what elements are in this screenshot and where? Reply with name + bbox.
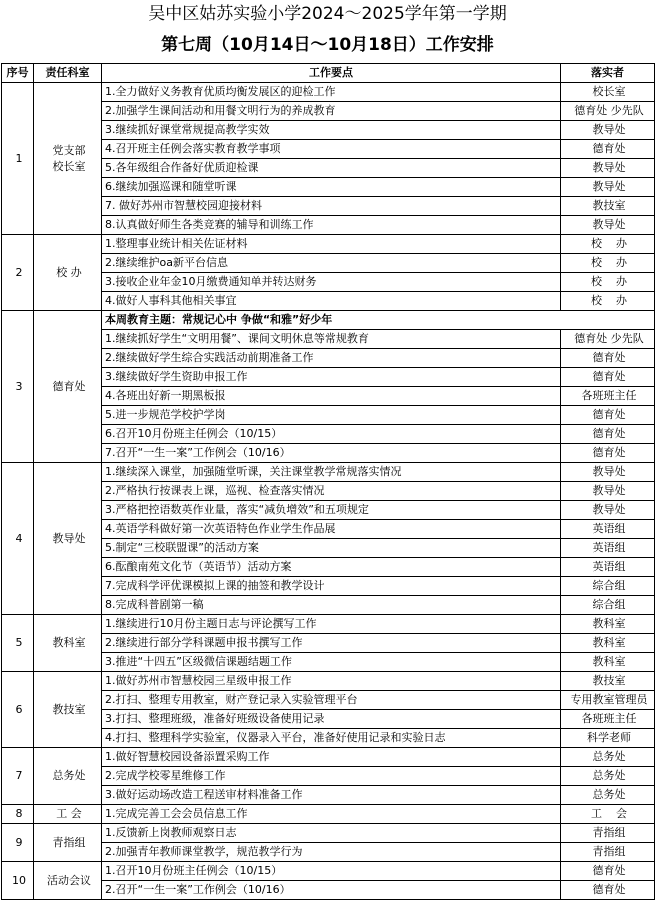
- section-number: 7: [2, 748, 34, 805]
- owner-cell: 科学老师: [561, 729, 655, 748]
- task-cell: 1.反馈新上岗教师观察日志: [102, 824, 561, 843]
- owner-cell: 教导处: [561, 121, 655, 140]
- owner-cell: 综合组: [561, 577, 655, 596]
- task-cell: 3.继续做好学生资助申报工作: [102, 368, 561, 387]
- task-cell: 7. 做好苏州市智慧校园迎接材料: [102, 197, 561, 216]
- owner-cell: 德育处: [561, 444, 655, 463]
- department-name: 党支部 校长室: [52, 143, 86, 173]
- owner-cell: 德育处: [561, 140, 655, 159]
- task-cell: 5.进一步规范学校护学岗: [102, 406, 561, 425]
- owner-cell: 德育处: [561, 881, 655, 900]
- table-row: [2, 805, 655, 824]
- owner-cell: 教技室: [561, 197, 655, 216]
- owner-cell: 英语组: [561, 520, 655, 539]
- owner-cell: 校 办: [561, 292, 655, 311]
- department-cell: [34, 83, 102, 235]
- owner-cell: 校 办: [561, 273, 655, 292]
- task-cell: 3.打扫、整理班级，准备好班级设备使用记录: [102, 710, 561, 729]
- task-cell: 2.加强青年教师课堂教学，规范教学行为: [102, 843, 561, 862]
- task-cell: 4.英语学科做好第一次英语特色作业学生作品展: [102, 520, 561, 539]
- section-number: 8: [2, 805, 34, 824]
- task-cell: 3.继续抓好课堂常规提高教学实效: [102, 121, 561, 140]
- theme-row: [2, 311, 655, 330]
- task-cell: 5.制定“三校联盟课”的活动方案: [102, 539, 561, 558]
- table-row: [2, 748, 655, 767]
- owner-cell: 校 办: [561, 235, 655, 254]
- task-cell: 2.严格执行按课表上课，巡视、检查落实情况: [102, 482, 561, 501]
- owner-cell: 青指组: [561, 843, 655, 862]
- owner-cell: 教导处: [561, 178, 655, 197]
- weekly-theme: 本周教育主题：常规记心中 争做“和雅”好少年: [102, 311, 655, 330]
- owner-cell: 德育处: [561, 406, 655, 425]
- owner-cell: 青指组: [561, 824, 655, 843]
- section-number: 4: [2, 463, 34, 615]
- section-number: 10: [2, 862, 34, 900]
- department-cell: [34, 615, 102, 672]
- task-cell: 3.做好运动场改造工程送审材料准备工作: [102, 786, 561, 805]
- task-cell: 1.做好苏州市智慧校园三星级申报工作: [102, 672, 561, 691]
- column-header-owner: 落实者: [561, 64, 655, 83]
- owner-cell: 教技室: [561, 672, 655, 691]
- owner-cell: 工 会: [561, 805, 655, 824]
- owner-cell: 教导处: [561, 216, 655, 235]
- task-cell: 1.做好智慧校园设备添置采购工作: [102, 748, 561, 767]
- owner-cell: 总务处: [561, 767, 655, 786]
- department-name: 工 会: [56, 807, 82, 820]
- header-row: [2, 64, 655, 83]
- task-cell: 7.召开“一生一案”工作例会（10/16）: [102, 444, 561, 463]
- task-cell: 4.打扫、整理科学实验室，仪器录入平台，准备好使用记录和实验日志: [102, 729, 561, 748]
- department-cell: [34, 672, 102, 748]
- section-number: 6: [2, 672, 34, 748]
- task-cell: 4.各班出好新一期黑板报: [102, 387, 561, 406]
- week-title: 第七周（10月14日～10月18日）工作安排: [161, 35, 494, 55]
- section-number: 2: [2, 235, 34, 311]
- owner-cell: 校长室: [561, 83, 655, 102]
- owner-cell: 各班班主任: [561, 387, 655, 406]
- department-name: 教导处: [52, 531, 86, 545]
- schedule-table: [1, 63, 655, 900]
- task-cell: 1.召开10月份班主任例会（10/15）: [102, 862, 561, 881]
- table-row: [2, 463, 655, 482]
- department-cell: [34, 235, 102, 311]
- owner-cell: 校 办: [561, 254, 655, 273]
- task-cell: 6.召开10月份班主任例会（10/15）: [102, 425, 561, 444]
- department-cell: [34, 862, 102, 900]
- section-number: 5: [2, 615, 34, 672]
- table-row: [2, 235, 655, 254]
- task-cell: 2.继续做好学生综合实践活动前期准备工作: [102, 349, 561, 368]
- task-cell: 1.完成完善工会会员信息工作: [102, 805, 561, 824]
- department-cell: [34, 805, 102, 824]
- section-number: 9: [2, 824, 34, 862]
- schedule-body: [2, 83, 655, 900]
- owner-cell: 德育处: [561, 425, 655, 444]
- owner-cell: 综合组: [561, 596, 655, 615]
- task-cell: 8.完成科普剧第一稿: [102, 596, 561, 615]
- task-cell: 2.继续维护oa新平台信息: [102, 254, 561, 273]
- section-number: 1: [2, 83, 34, 235]
- task-cell: 1.继续抓好学生“文明用餐”、课间文明休息等常规教育: [102, 330, 561, 349]
- department-cell: [34, 824, 102, 862]
- department-name: 教科室: [52, 636, 86, 649]
- department-cell: [34, 311, 102, 463]
- department-name: 教技室: [52, 702, 86, 716]
- task-cell: 2.继续进行部分学科课题申报书撰写工作: [102, 634, 561, 653]
- department-cell: [34, 463, 102, 615]
- task-cell: 1.继续深入课堂，加强随堂听课，关注课堂教学常规落实情况: [102, 463, 561, 482]
- owner-cell: 教科室: [561, 653, 655, 672]
- table-row: [2, 672, 655, 691]
- task-cell: 4.召开班主任例会落实教育教学事项: [102, 140, 561, 159]
- owner-cell: 专用教室管理员: [561, 691, 655, 710]
- owner-cell: 教科室: [561, 615, 655, 634]
- owner-cell: 总务处: [561, 748, 655, 767]
- task-cell: 5.各年级组合作备好优质迎检课: [102, 159, 561, 178]
- task-cell: 1.继续进行10月份主题日志与评论撰写工作: [102, 615, 561, 634]
- department-name: 活动会议: [47, 873, 91, 887]
- column-header-dept: 责任科室: [34, 64, 102, 83]
- task-cell: 2.完成学校零星维修工作: [102, 767, 561, 786]
- table-row: [2, 824, 655, 843]
- owner-cell: 英语组: [561, 558, 655, 577]
- owner-cell: 教导处: [561, 482, 655, 501]
- task-cell: 4.做好人事科其他相关事宜: [102, 292, 561, 311]
- table-row: [2, 615, 655, 634]
- owner-cell: 教导处: [561, 463, 655, 482]
- section-number: 3: [2, 311, 34, 463]
- owner-cell: 德育处: [561, 368, 655, 387]
- task-cell: 3.推进“十四五”区级微信课题结题工作: [102, 653, 561, 672]
- column-header-no: 序号: [2, 64, 34, 83]
- department-cell: [34, 748, 102, 805]
- department-name: 青指组: [52, 835, 86, 849]
- task-cell: 6.继续加强巡课和随堂听课: [102, 178, 561, 197]
- owner-cell: 德育处: [561, 349, 655, 368]
- task-cell: 1.全力做好义务教育优质均衡发展区的迎检工作: [102, 83, 561, 102]
- owner-cell: 英语组: [561, 539, 655, 558]
- task-cell: 2.召开“一生一案”工作例会（10/16）: [102, 881, 561, 900]
- task-cell: 7.完成科学评优课模拟上课的抽签和教学设计: [102, 577, 561, 596]
- column-header-task: 工作要点: [102, 64, 561, 83]
- task-cell: 2.加强学生课间活动和用餐文明行为的养成教育: [102, 102, 561, 121]
- task-cell: 1.整理事业统计相关佐证材料: [102, 235, 561, 254]
- department-name: 校 办: [56, 265, 82, 279]
- task-cell: 2.打扫、整理专用教室，财产登记录入实验管理平台: [102, 691, 561, 710]
- task-cell: 3.接收企业年金10月缴费通知单并转达财务: [102, 273, 561, 292]
- task-cell: 3.严格把控语数英作业量，落实“减负增效”和五项规定: [102, 501, 561, 520]
- owner-cell: 教导处: [561, 159, 655, 178]
- task-cell: 8.认真做好师生各类竞赛的辅导和训练工作: [102, 216, 561, 235]
- department-name: 德育处: [52, 379, 86, 393]
- owner-cell: 德育处 少先队: [561, 330, 655, 349]
- owner-cell: 各班班主任: [561, 710, 655, 729]
- owner-cell: 德育处: [561, 862, 655, 881]
- owner-cell: 德育处 少先队: [561, 102, 655, 121]
- table-row: [2, 83, 655, 102]
- department-name: 总务处: [52, 769, 86, 782]
- owner-cell: 总务处: [561, 786, 655, 805]
- school-term-title: 吴中区姑苏实验小学2024～2025学年第一学期: [148, 4, 507, 24]
- owner-cell: 教科室: [561, 634, 655, 653]
- task-cell: 6.酝酿南苑文化节（英语节）活动方案: [102, 558, 561, 577]
- owner-cell: 教导处: [561, 501, 655, 520]
